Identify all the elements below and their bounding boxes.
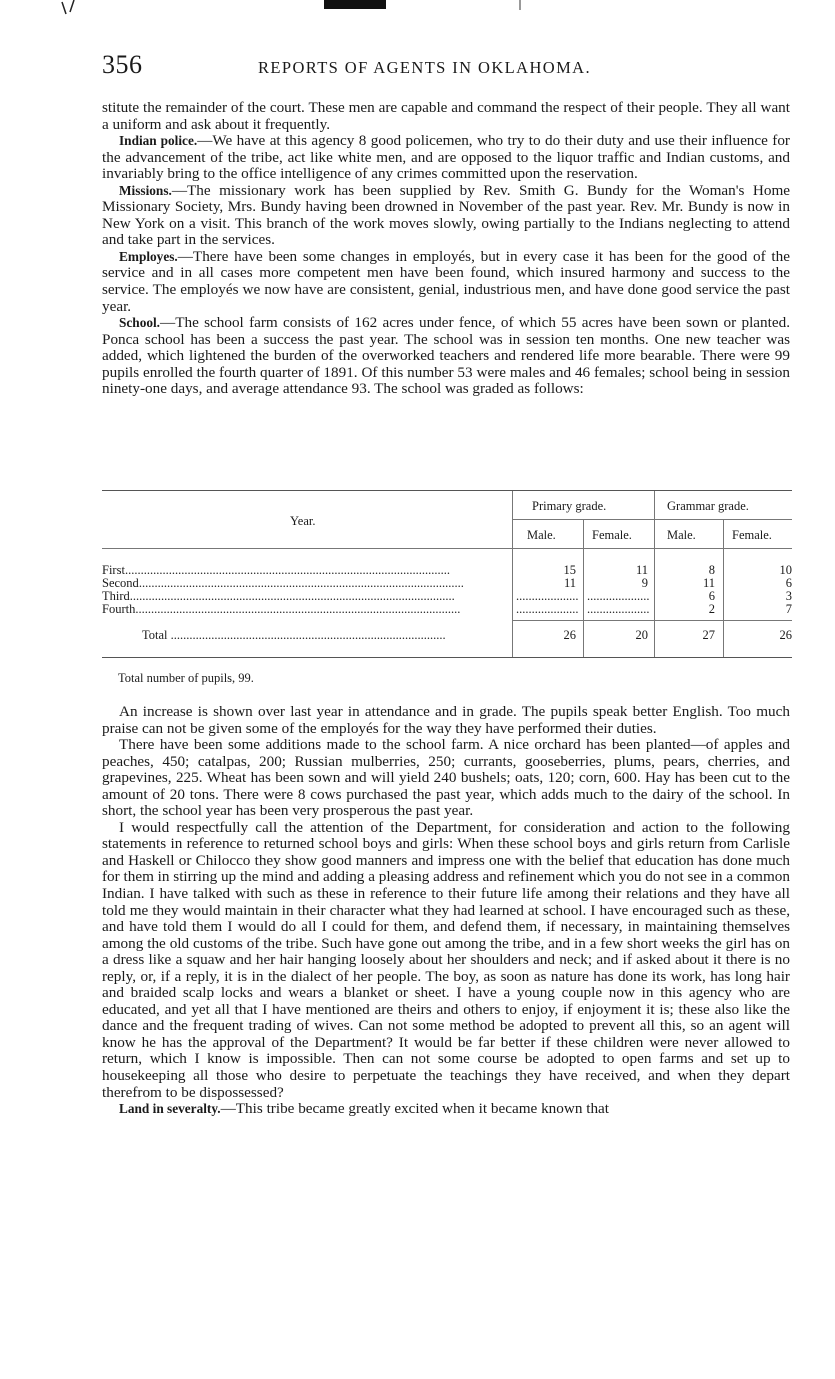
body-upper [102, 100, 790, 398]
row-p-male-leader: .................... [516, 589, 579, 603]
total-label: Total [142, 628, 168, 642]
total-pupils-note: Total number of pupils, 99. [118, 671, 254, 685]
table-row: Fourth........................................................................................................ [102, 602, 461, 616]
table-divider [583, 519, 584, 657]
intro-paragraph: stitute the remainder of the court. These men are capable and command the respect of their people. They all want a uniform and ask about it frequently. [102, 99, 790, 133]
row-year: First [102, 563, 125, 577]
school-paragraph [102, 315, 790, 398]
row-year: Fourth [102, 602, 136, 616]
row-p-male: 15 [563, 563, 576, 577]
grade-table [102, 491, 792, 657]
indian-police-paragraph [102, 133, 790, 183]
total-rule [512, 620, 792, 621]
employes-text: —There have been some changes in employés, but in every case it has been for the good of the service and in all cases more competent men have been found, which insured harmony and success to the service. The employés we now have are consistent, genial, industrious men, and have done good service the past year. [102, 247, 790, 315]
table-divider [512, 491, 513, 657]
returned-students-paragraph: I would respectfully call the attention of the Department, for consideration and action to the following statements in reference to returned school boys and girls: When these school boys and girls return from Carlisle and Haskell or Chilocco they show good manners and impress one with the belief that education has done much for them in stirring up the mind and adding a pleasing address and refinement which you do not see in a common Indian. I have talked with such as these in reference to their future life among their relations and they have all told me they would maintain in their character what they had learned at school. I have encouraged such as these, and have told them I would do all I could for them, and defend them, if necessary, in maintaining themselves among the old customs of the tribe. Such have gone out among the tribe, and in a few short weeks the girl has on a dress like a squaw and her hair hanging loosely about her shoulders and neck; and if asked about it there is no reply, or, if a reply, it is in the dialect of her people. The boy, as soon as nature has done its work, has long hair and braided scalp locks and wears a blanket or sheet. I have a young couple now in this agency who are educated, and yet all that I have mentioned are theirs and others to enjoy, if enjoyment it is; these also like the dance and the frequent trading of wives. Can not some method be adopted to prevent all this, so an agent will know he has the approval of the Department? It would be far better if these children were never allowed to return, which I know is impossible. Then can not some course be adopted to open farms and set up to housekeeping all those who desire to perpetuate the teachings they have received, and when they depart therefrom to be dispossessed? [102, 818, 790, 1101]
indian-police-heading: Indian police. [119, 133, 198, 149]
running-head: REPORTS OF AGENTS IN OKLAHOMA. [258, 58, 591, 77]
total-g-female: 26 [779, 628, 792, 642]
grammar-grade-header: Grammar grade. [667, 499, 749, 513]
row-p-male: 11 [563, 576, 576, 590]
school-text: —The school farm consists of 162 acres under fence, of which 55 acres have been sown or planted. Ponca school has been a success the past year. The school was in session ten months. One new teacher was added, which lightened the burden of the overworked teachers and rendered life more bearable. There were 99 pupils enrolled the fourth quarter of 1891. Of this number 53 were males and 46 females; school being in session ninety-one days, and average attendance 93. The school was graded as follows: [102, 314, 790, 398]
missions-text: —The missionary work has been supplied by Rev. Smith G. Bundy for the Woman's Home Missionary Society, Mrs. Bundy having been drowned in November of the past year. Rev. Mr. Bundy is now in New York on a visit. This branch of the work moves slowly, owing partially to the Indians neglecting to attend and take part in the services. [102, 181, 790, 249]
primary-grade-header: Primary grade. [532, 499, 607, 513]
row-p-female-leader: .................... [587, 602, 650, 616]
row-g-female: 3 [785, 589, 792, 603]
row-g-male: 6 [708, 589, 715, 603]
land-paragraph [102, 1101, 790, 1118]
row-g-male: 8 [708, 563, 715, 577]
table-bottom-rule [102, 657, 792, 658]
primary-female-header: Female. [592, 528, 632, 542]
row-g-male: 11 [702, 576, 715, 590]
table-subheader-rule [512, 519, 792, 520]
row-g-male: 2 [708, 602, 715, 616]
total-g-male: 27 [702, 628, 715, 642]
land-heading: Land in severalty. [119, 1101, 221, 1117]
total-p-female: 20 [635, 628, 648, 642]
row-g-female: 7 [785, 602, 792, 616]
grammar-female-header: Female. [732, 528, 772, 542]
employes-heading: Employes. [119, 248, 178, 264]
indian-police-text: —We have at this agency 8 good policemen, who try to do their duty and use their influence for the advancement of the tribe, act like white men, and are opposed to the liquor traffic and Indian customs, and invariably bring to the office intelligence of any crimes committed upon the reservation. [102, 132, 790, 183]
table-header-rule [102, 548, 792, 549]
page-number: 356 [102, 50, 143, 79]
increase-paragraph: An increase is shown over last year in attendance and in grade. The pupils speak better English. Too much praise can not be given some of the employés for the way they have performed their duties. [102, 703, 790, 737]
row-g-female: 10 [779, 563, 792, 577]
scan-edge-marks [0, 0, 835, 20]
table-divider [654, 491, 655, 657]
row-p-male-leader: .................... [516, 602, 579, 616]
row-p-female: 9 [641, 576, 648, 590]
missions-paragraph [102, 183, 790, 249]
farm-paragraph: There have been some additions made to the school farm. A nice orchard has been planted—of apples and peaches, 450; catalpas, 200; Russian mulberries, 250; currants, gooseberries, plums, pears, cherries, and grapevines, 225. Wheat has been sown and will yield 240 bushels; oats, 120; corn, 600. Hay has been cut to the amount of 20 tons. There were 8 cows purchased the past year, which adds much to the dairy of the school. In short, the school year has been very prosperous the past year. [102, 736, 790, 820]
row-g-female: 6 [785, 576, 792, 590]
employes-paragraph [102, 249, 790, 315]
row-p-female: 11 [635, 563, 648, 577]
table-row: Third........................................................................................................ [102, 589, 455, 603]
grammar-male-header: Male. [667, 528, 696, 542]
body-lower [102, 704, 790, 1118]
row-year: Third [102, 589, 130, 603]
land-text: —This tribe became greatly excited when it became known that [220, 1100, 609, 1118]
row-p-female-leader: .................... [587, 589, 650, 603]
primary-male-header: Male. [527, 528, 556, 542]
row-year: Second [102, 576, 139, 590]
total-p-male: 26 [563, 628, 576, 642]
missions-heading: Missions. [119, 182, 172, 198]
table-row: First........................................................................................................ [102, 563, 450, 577]
year-header: Year. [290, 514, 316, 528]
total-row: Total ........................................................................................ [142, 628, 446, 642]
table-divider [723, 519, 724, 657]
table-row: Second........................................................................................................ [102, 576, 464, 590]
school-heading: School. [119, 315, 161, 331]
